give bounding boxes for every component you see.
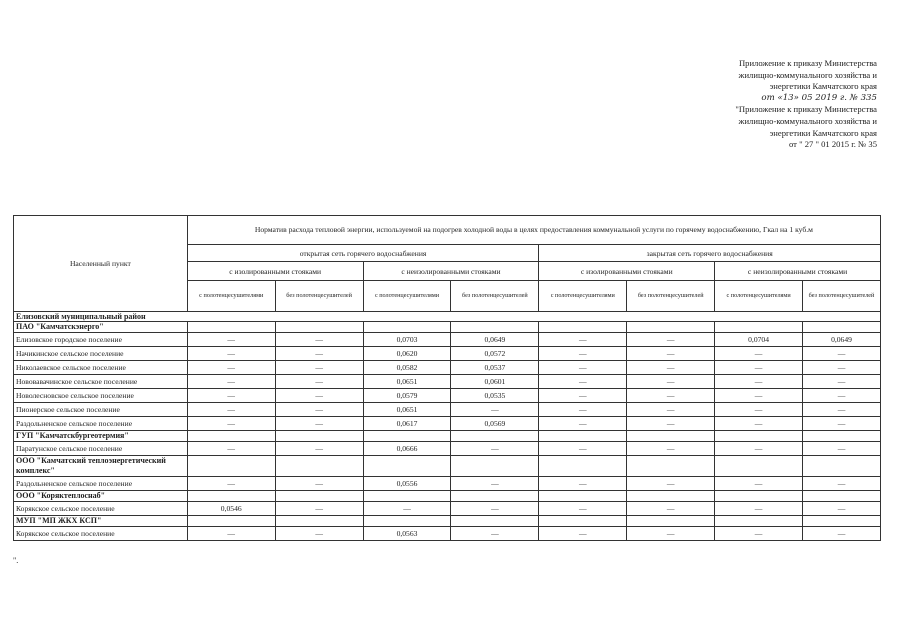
norm-value-cell: 0,0649 xyxy=(803,333,881,347)
norm-value-cell: 0,0649 xyxy=(451,333,539,347)
norm-value-cell: — xyxy=(627,347,715,361)
isolated-risers-header: с изолированными стояками xyxy=(539,262,715,281)
table-row xyxy=(14,347,881,361)
without-towel-dryer-header: без полотенцесушителей xyxy=(451,281,539,312)
header-line: жилищно-коммунального хозяйства и xyxy=(738,69,877,80)
empty-cell xyxy=(539,322,627,333)
table-row xyxy=(14,477,881,491)
empty-cell xyxy=(187,516,275,527)
locality-name: Корякское сельское поселение xyxy=(14,527,188,541)
norm-value-cell: — xyxy=(627,375,715,389)
norm-value-cell: — xyxy=(715,403,803,417)
norm-value-cell: — xyxy=(715,527,803,541)
empty-cell xyxy=(275,456,363,477)
empty-cell xyxy=(451,456,539,477)
open-network-header: открытая сеть горячего водоснабжения xyxy=(187,245,539,262)
locality-name: Николаевское сельское поселение xyxy=(14,361,188,375)
empty-cell xyxy=(363,322,451,333)
empty-cell xyxy=(363,431,451,442)
norm-value-cell: — xyxy=(803,417,881,431)
norm-value-cell: 0,0537 xyxy=(451,361,539,375)
norm-value-cell: — xyxy=(715,417,803,431)
organization-name: МУП "МП ЖКХ КСП" xyxy=(14,516,188,527)
organization-name: ООО "Коряктеплоснаб" xyxy=(14,491,188,502)
with-towel-dryer-header: с полотенцесушителями xyxy=(715,281,803,312)
table-row xyxy=(14,442,881,456)
norm-value-cell: — xyxy=(275,347,363,361)
norm-value-cell: — xyxy=(187,333,275,347)
norm-value-cell: — xyxy=(627,333,715,347)
norm-value-cell: — xyxy=(539,375,627,389)
norm-value-cell: — xyxy=(451,502,539,516)
header-line: энергетики Камчатского края xyxy=(769,127,877,138)
norm-value-cell: — xyxy=(187,375,275,389)
norm-value-cell: — xyxy=(627,417,715,431)
norm-value-cell: 0,0620 xyxy=(363,347,451,361)
header-date-line: от " 27 " 01 2015 г. № 35 xyxy=(788,139,877,150)
isolated-risers-header: с изолированными стояками xyxy=(187,262,363,281)
empty-cell xyxy=(363,491,451,502)
norm-value-cell: — xyxy=(275,477,363,491)
norm-value-cell: — xyxy=(627,361,715,375)
empty-cell xyxy=(539,431,627,442)
empty-cell xyxy=(627,431,715,442)
organization-row xyxy=(14,491,881,502)
norm-value-cell: — xyxy=(539,502,627,516)
norm-value-cell: — xyxy=(451,477,539,491)
norm-value-cell: 0,0666 xyxy=(363,442,451,456)
norm-value-cell: — xyxy=(187,417,275,431)
locality-name: Раздольненское сельское поселение xyxy=(14,417,188,431)
empty-cell xyxy=(715,431,803,442)
norm-value-cell: — xyxy=(275,502,363,516)
norm-value-cell: — xyxy=(803,403,881,417)
norm-value-cell: — xyxy=(187,477,275,491)
empty-cell xyxy=(275,491,363,502)
non-isolated-risers-header: с неизолированными стояками xyxy=(715,262,881,281)
empty-cell xyxy=(363,516,451,527)
norm-value-cell: 0,0582 xyxy=(363,361,451,375)
with-towel-dryer-header: с полотенцесушителями xyxy=(539,281,627,312)
norm-value-cell: — xyxy=(715,361,803,375)
norm-value-cell: — xyxy=(539,477,627,491)
norm-value-cell: — xyxy=(803,477,881,491)
table-row xyxy=(14,389,881,403)
header-line: Приложение к приказу Министерства xyxy=(738,58,877,68)
norm-value-cell: — xyxy=(187,347,275,361)
norm-value-cell: — xyxy=(275,527,363,541)
without-towel-dryer-header: без полотенцесушителей xyxy=(627,281,715,312)
norm-value-cell: — xyxy=(275,333,363,347)
norm-value-cell: — xyxy=(539,347,627,361)
table-row xyxy=(14,375,881,389)
norm-value-cell: — xyxy=(627,527,715,541)
norm-value-cell: 0,0601 xyxy=(451,375,539,389)
empty-cell xyxy=(803,456,881,477)
empty-cell xyxy=(187,456,275,477)
table-row xyxy=(14,417,881,431)
empty-cell xyxy=(803,516,881,527)
header-date-line: от «13» 05 2019 г. № 335 xyxy=(761,92,877,103)
norm-value-cell: — xyxy=(803,375,881,389)
table-row xyxy=(14,361,881,375)
norm-value-cell: — xyxy=(187,389,275,403)
empty-cell xyxy=(187,491,275,502)
norm-value-cell: 0,0535 xyxy=(451,389,539,403)
empty-cell xyxy=(451,516,539,527)
header-line: жилищно-коммунального хозяйства и xyxy=(738,115,877,126)
without-towel-dryer-header: без полотенцесушителей xyxy=(275,281,363,312)
non-isolated-risers-header: с неизолированными стояками xyxy=(363,262,539,281)
without-towel-dryer-header: без полотенцесушителей xyxy=(803,281,881,312)
empty-cell xyxy=(187,322,275,333)
empty-cell xyxy=(715,516,803,527)
norm-value-cell: 0,0569 xyxy=(451,417,539,431)
norm-value-cell: — xyxy=(715,502,803,516)
norm-value-cell: — xyxy=(803,527,881,541)
empty-cell xyxy=(275,322,363,333)
with-towel-dryer-header: с полотенцесушителями xyxy=(363,281,451,312)
norm-value-cell: — xyxy=(803,347,881,361)
norm-value-cell: — xyxy=(275,389,363,403)
table-row xyxy=(14,502,881,516)
norm-value-cell: — xyxy=(627,403,715,417)
empty-cell xyxy=(627,516,715,527)
locality-name: Раздольненское сельское поселение xyxy=(14,477,188,491)
locality-name: Начикинское сельское поселение xyxy=(14,347,188,361)
empty-cell xyxy=(803,322,881,333)
norms-table xyxy=(13,215,881,541)
norm-value-cell: 0,0651 xyxy=(363,403,451,417)
table-row xyxy=(14,403,881,417)
organization-name: ООО "Камчатский теплоэнергетический комплекс" xyxy=(14,456,188,477)
norm-value-cell: — xyxy=(187,442,275,456)
norm-value-cell: — xyxy=(803,442,881,456)
norm-value-cell: — xyxy=(803,502,881,516)
order-reference-block xyxy=(677,58,877,151)
norm-value-cell: — xyxy=(275,442,363,456)
norm-value-cell: — xyxy=(363,502,451,516)
norm-value-cell: 0,0651 xyxy=(363,375,451,389)
norm-value-cell: 0,0704 xyxy=(715,333,803,347)
empty-cell xyxy=(539,491,627,502)
empty-cell xyxy=(803,491,881,502)
empty-cell xyxy=(539,516,627,527)
empty-cell xyxy=(451,431,539,442)
locality-name: Елизовское городское поселение xyxy=(14,333,188,347)
locality-name: Нововавачинское сельское поселение xyxy=(14,375,188,389)
norm-value-cell: — xyxy=(275,403,363,417)
empty-cell xyxy=(187,431,275,442)
norm-value-cell: — xyxy=(627,389,715,403)
header-line: энергетики Камчатского края xyxy=(769,81,877,92)
norm-value-cell: — xyxy=(803,389,881,403)
norm-value-cell: 0,0556 xyxy=(363,477,451,491)
locality-name: Пионерское сельское поселение xyxy=(14,403,188,417)
empty-cell xyxy=(363,456,451,477)
organization-row xyxy=(14,516,881,527)
organization-row xyxy=(14,322,881,333)
empty-cell xyxy=(275,431,363,442)
empty-cell xyxy=(275,516,363,527)
closing-quote: ". xyxy=(13,556,19,565)
organization-row xyxy=(14,456,881,477)
empty-cell xyxy=(627,322,715,333)
norm-value-cell: — xyxy=(187,361,275,375)
locality-name: Корякское сельское поселение xyxy=(14,502,188,516)
organization-row xyxy=(14,431,881,442)
organization-name: ГУП "Камчатскбургеотермия" xyxy=(14,431,188,442)
empty-cell xyxy=(539,456,627,477)
norm-value-cell: — xyxy=(539,389,627,403)
empty-cell xyxy=(715,456,803,477)
norm-value-cell: — xyxy=(451,442,539,456)
norm-value-cell: — xyxy=(539,361,627,375)
empty-cell xyxy=(803,431,881,442)
empty-cell xyxy=(715,322,803,333)
table-row xyxy=(14,333,881,347)
empty-cell xyxy=(451,322,539,333)
norm-value-cell: — xyxy=(539,403,627,417)
closed-network-header: закрытая сеть горячего водоснабжения xyxy=(539,245,881,262)
empty-cell xyxy=(451,491,539,502)
norm-value-cell: — xyxy=(451,527,539,541)
table-row xyxy=(14,527,881,541)
norm-value-cell: 0,0546 xyxy=(187,502,275,516)
norm-value-cell: — xyxy=(627,477,715,491)
norm-value-cell: 0,0617 xyxy=(363,417,451,431)
norm-value-cell: — xyxy=(803,361,881,375)
norm-value-cell: — xyxy=(451,403,539,417)
norm-value-cell: — xyxy=(627,442,715,456)
empty-cell xyxy=(715,491,803,502)
norm-value-cell: — xyxy=(275,361,363,375)
norm-value-cell: — xyxy=(627,502,715,516)
norm-value-cell: 0,0703 xyxy=(363,333,451,347)
norm-value-cell: — xyxy=(275,375,363,389)
norm-main-header: Норматив расхода тепловой энергии, используемой на подогрев холодной воды в целях предоставления коммунальной услуги по горячему водоснабжению, Гкал на 1 куб.м xyxy=(187,216,880,245)
header-line: "Приложение к приказу Министерства xyxy=(735,104,877,115)
norm-value-cell: 0,0563 xyxy=(363,527,451,541)
norm-value-cell: — xyxy=(275,417,363,431)
norm-value-cell: — xyxy=(715,477,803,491)
norm-value-cell: — xyxy=(715,347,803,361)
norm-value-cell: — xyxy=(539,442,627,456)
with-towel-dryer-header: с полотенцесушителями xyxy=(187,281,275,312)
district-row: Елизовский муниципальный район xyxy=(14,312,881,322)
empty-cell xyxy=(627,456,715,477)
locality-name: Новолесновское сельское поселение xyxy=(14,389,188,403)
norm-value-cell: — xyxy=(187,403,275,417)
locality-name: Паратунское сельское поселение xyxy=(14,442,188,456)
norm-value-cell: — xyxy=(539,527,627,541)
norm-value-cell: 0,0572 xyxy=(451,347,539,361)
norm-value-cell: 0,0579 xyxy=(363,389,451,403)
norm-value-cell: — xyxy=(539,417,627,431)
locality-column-header: Населенный пункт xyxy=(14,216,188,312)
norm-value-cell: — xyxy=(715,442,803,456)
norm-value-cell: — xyxy=(715,375,803,389)
norm-value-cell: — xyxy=(539,333,627,347)
norm-value-cell: — xyxy=(715,389,803,403)
organization-name: ПАО "Камчатскэнерго" xyxy=(14,322,188,333)
empty-cell xyxy=(627,491,715,502)
norm-value-cell: — xyxy=(187,527,275,541)
